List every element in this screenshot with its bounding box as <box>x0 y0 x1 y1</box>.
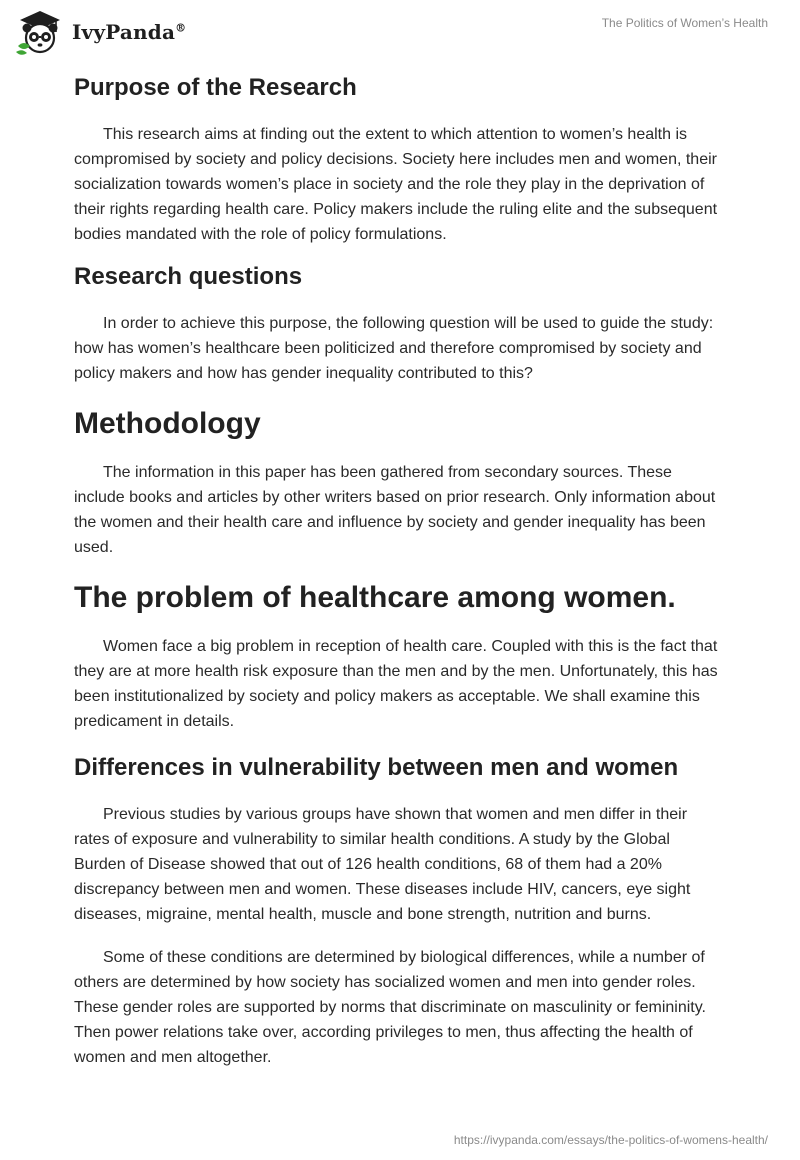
page-header <box>0 0 800 60</box>
source-url-link[interactable]: https://ivypanda.com/essays/the-politics-of-womens-health/ <box>453 1133 768 1147</box>
running-title: The Politics of Women’s Health <box>601 16 768 30</box>
paragraph-differences-1: Previous studies by various groups have shown that women and men differ in their rates of exposure and vulnerability to similar health conditions. A study by the Global Burden of Disease showed that out of 126 health conditions, 68 of them had a 20% discrepancy between men and women. These diseases include HIV, cancers, eye sight diseases, migraine, mental health, muscle and bone strength, nutrition and burns. <box>74 806 691 923</box>
heading-research-questions: Research questions <box>74 263 303 290</box>
heading-methodology: Methodology <box>74 407 261 440</box>
paragraph-research-questions: In order to achieve this purpose, the following question will be used to guide the study: how has women’s healthcare been politicized and therefore compromised by society and policy makers and how has gender inequality contributed to this? <box>74 315 714 382</box>
paragraph-differences-2: Some of these conditions are determined by biological differences, while a number of others are determined by how society has socialized women and men into gender roles. These gender roles are supported by norms that discriminate on masculinity or femininity. Then power relations take over, according privileges to men, thus affecting the health of women and men altogether. <box>74 949 706 1066</box>
paragraph-methodology: The information in this paper has been gathered from secondary sources. These include books and articles by other writers based on prior research. Only information about the women and their health care and influence by society and gender inequality has been used. <box>74 464 716 556</box>
essay-content <box>74 72 724 1088</box>
heading-differences: Differences in vulnerability between men and women <box>74 754 679 781</box>
ivypanda-logo[interactable] <box>14 8 186 56</box>
paragraph-purpose: This research aims at finding out the extent to which attention to women’s health is compromised by society and policy decisions. Society here includes men and women, their socialization towards women’s place in society and the role they play in the deprivation of their rights regarding health care. Policy makers include the ruling elite and the subsequent bodies mandated with the role of policy formulations. <box>74 126 718 243</box>
heading-purpose: Purpose of the Research <box>74 74 357 101</box>
panda-mascot-icon <box>14 8 66 56</box>
heading-problem: The problem of healthcare among women. <box>74 581 676 614</box>
paragraph-problem: Women face a big problem in reception of health care. Coupled with this is the fact that they are at more health risk exposure than the men and by the men. Unfortunately, this has been institutionalized by society and policy makers as acceptable. We shall examine this predicament in details. <box>74 638 718 730</box>
brand-name: IvyPanda® <box>72 20 187 44</box>
